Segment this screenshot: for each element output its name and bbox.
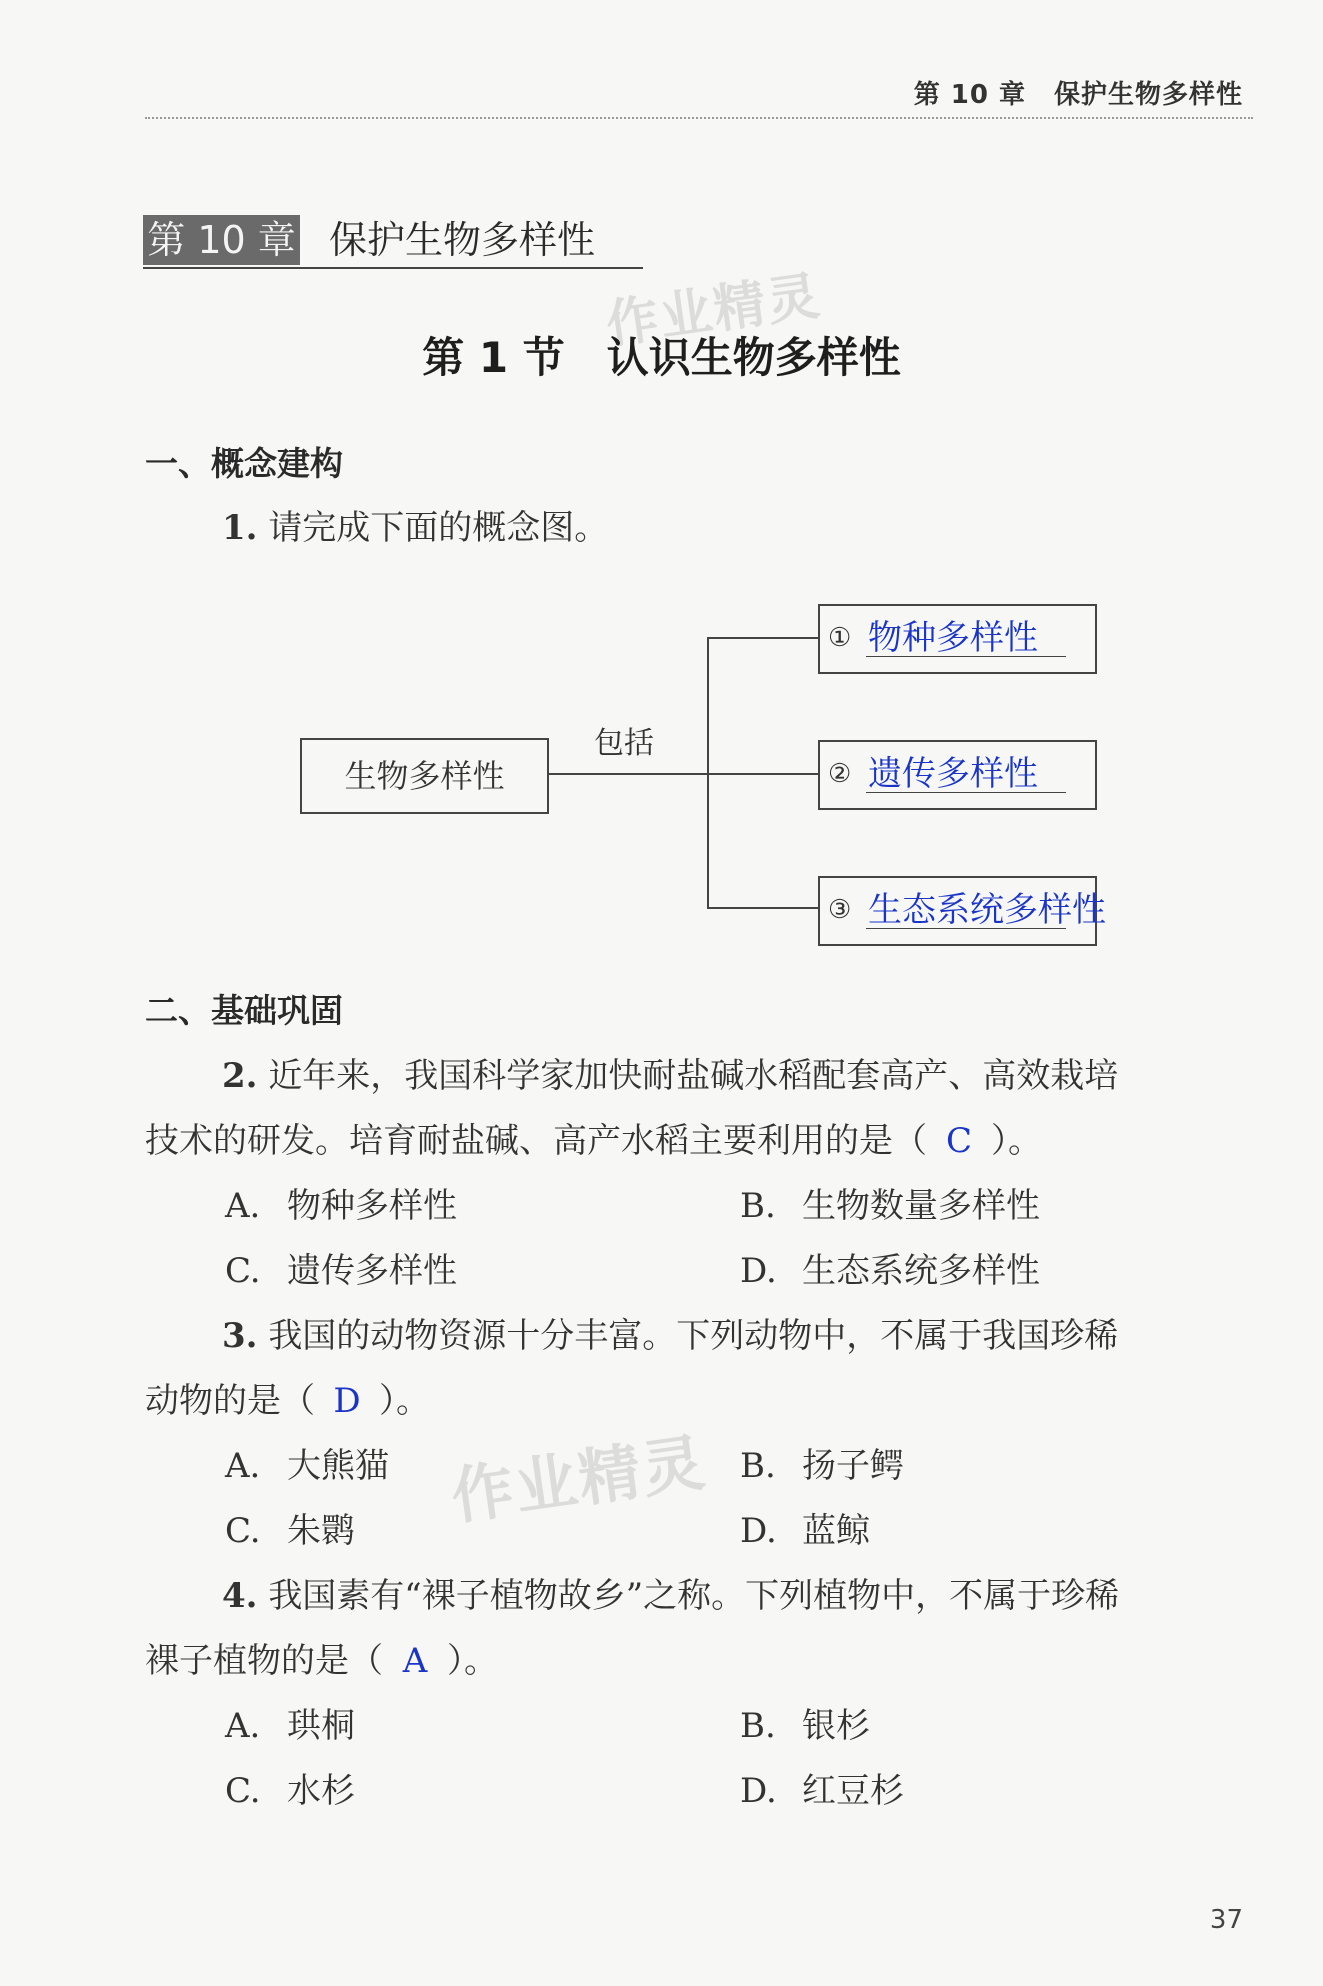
concept-leaf [818, 876, 1106, 946]
question-text: 裸子植物的是（ [145, 1641, 383, 1681]
concept-link-label: 包括 [594, 726, 654, 761]
option-text: 大熊猫 [287, 1446, 389, 1486]
option-letter: B. [740, 1706, 776, 1746]
connector-line [707, 637, 818, 639]
question-2-line-1 [222, 1048, 1118, 1097]
answer-underline [866, 928, 1066, 929]
option-letter: D. [740, 1511, 777, 1551]
question-text: 技术的研发。培育耐盐碱、高产水稻主要利用的是（ [145, 1121, 927, 1161]
option-letter: A. [225, 1706, 261, 1746]
running-header-title: 保护生物多样性 [1053, 80, 1243, 110]
question-text: 我国的动物资源十分丰富。下列动物中，不属于我国珍稀 [268, 1316, 1119, 1356]
connector-line [707, 907, 818, 909]
answer: D [333, 1381, 361, 1421]
running-header [914, 74, 1243, 111]
option-text: 物种多样性 [287, 1186, 457, 1226]
watermark: 作业精灵 [446, 1425, 711, 1534]
option-letter: B. [740, 1186, 776, 1226]
option [740, 1698, 870, 1747]
option-text: 生态系统多样性 [802, 1251, 1040, 1291]
watermark: 作业精灵 [602, 266, 825, 356]
option [740, 1438, 904, 1487]
option [740, 1503, 870, 1552]
option-letter: C. [225, 1771, 261, 1811]
question-text: ）。 [379, 1381, 430, 1421]
option-letter: D. [740, 1771, 777, 1811]
section-title: 第 1 节 认识生物多样性 [422, 333, 901, 382]
option [225, 1503, 355, 1552]
option-letter: C. [225, 1251, 261, 1291]
leaf-answer: 物种多样性 [868, 618, 1038, 658]
option-text: 扬子鳄 [802, 1446, 904, 1486]
question-number: 4. [222, 1576, 258, 1616]
question-1 [222, 500, 608, 549]
header-rule [145, 117, 1253, 119]
question-number: 2. [222, 1056, 258, 1096]
option-letter: C. [225, 1511, 261, 1551]
answer: A [402, 1641, 428, 1681]
answer: C [945, 1121, 972, 1161]
answer-underline [866, 792, 1066, 793]
question-number: 3. [222, 1316, 258, 1356]
part-heading-concept: 一、概念建构 [145, 444, 343, 483]
option-letter: A. [225, 1186, 261, 1226]
option-text: 蓝鲸 [802, 1511, 870, 1551]
option [225, 1438, 389, 1487]
connector-line [547, 773, 709, 775]
option-letter: D. [740, 1251, 777, 1291]
connector-line [709, 773, 818, 775]
question-number: 1. [222, 508, 258, 548]
question-2-line-2 [145, 1113, 1042, 1162]
option-text: 朱鹮 [287, 1511, 355, 1551]
question-3-line-1 [222, 1308, 1118, 1357]
leaf-number: ③ [828, 895, 852, 925]
leaf-answer: 遗传多样性 [868, 754, 1038, 794]
option [740, 1763, 904, 1812]
question-4-line-2 [145, 1633, 498, 1682]
question-3-line-2 [145, 1373, 430, 1422]
concept-root: 生物多样性 [300, 738, 549, 814]
question-text: 请完成下面的概念图。 [268, 508, 609, 548]
answer-underline [866, 656, 1066, 657]
option [225, 1763, 355, 1812]
option [740, 1243, 1040, 1292]
option [740, 1178, 1040, 1227]
question-text: ）。 [447, 1641, 498, 1681]
chapter-title: 保护生物多样性 [329, 218, 596, 262]
concept-leaf [818, 604, 1097, 674]
chapter-badge: 第 10 章 [143, 215, 300, 265]
question-text: 我国素有“裸子植物故乡”之称。下列植物中，不属于珍稀 [268, 1576, 1120, 1616]
page-number: 37 [1209, 1905, 1243, 1935]
question-text: ）。 [991, 1121, 1042, 1161]
concept-leaf [818, 740, 1097, 810]
option-text: 水杉 [287, 1771, 355, 1811]
question-text: 动物的是（ [145, 1381, 315, 1421]
running-header-chapter: 第 10 章 [913, 80, 1026, 110]
question-text: 近年来，我国科学家加快耐盐碱水稻配套高产、高效栽培 [268, 1056, 1119, 1096]
option [225, 1178, 457, 1227]
option-text: 珙桐 [287, 1706, 355, 1746]
option [225, 1243, 457, 1292]
option [225, 1698, 355, 1747]
question-4-line-1 [222, 1568, 1119, 1617]
option-text: 生物数量多样性 [802, 1186, 1040, 1226]
option-text: 红豆杉 [802, 1771, 904, 1811]
leaf-answer: 生态系统多样性 [868, 890, 1106, 930]
part-heading-basics: 二、基础巩固 [145, 991, 343, 1030]
leaf-number: ① [828, 623, 852, 653]
option-text: 银杉 [802, 1706, 870, 1746]
option-letter: B. [740, 1446, 776, 1486]
option-letter: A. [225, 1446, 261, 1486]
chapter-heading [143, 215, 643, 269]
option-text: 遗传多样性 [287, 1251, 457, 1291]
leaf-number: ② [828, 759, 852, 789]
